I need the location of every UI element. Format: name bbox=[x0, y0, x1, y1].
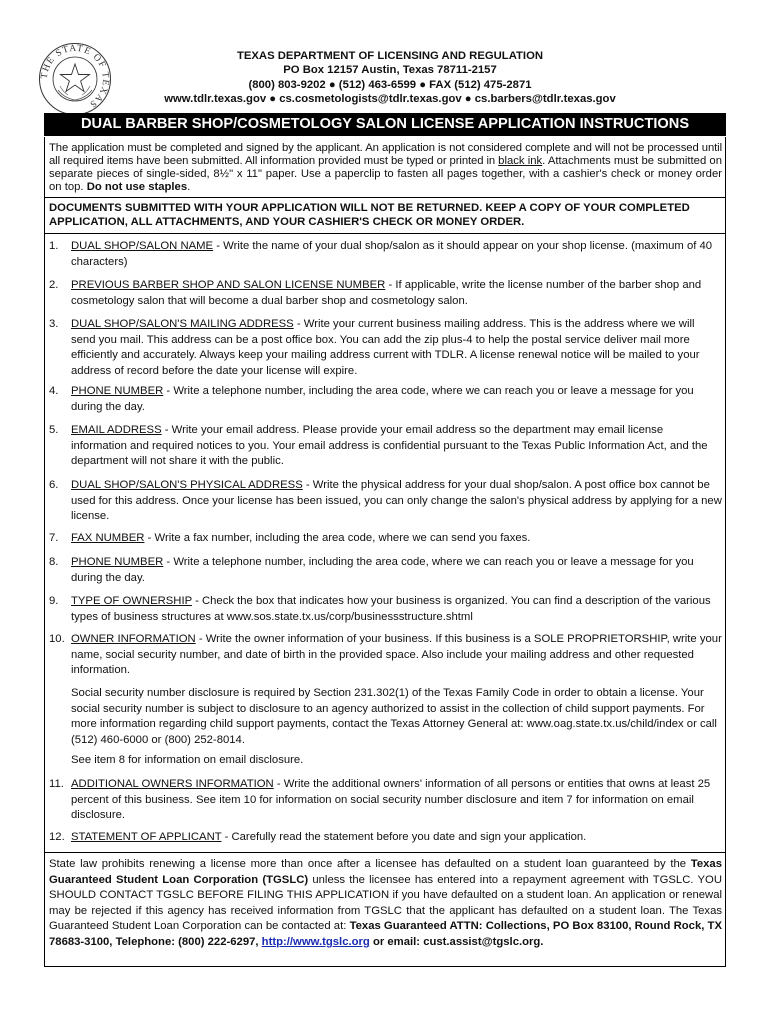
item-label: DUAL SHOP/SALON'S PHYSICAL ADDRESS bbox=[71, 479, 303, 491]
item-number: 5. bbox=[49, 424, 59, 436]
item-label: PHONE NUMBER bbox=[71, 385, 164, 397]
item-label: DUAL SHOP/SALON'S MAILING ADDRESS bbox=[71, 318, 294, 330]
agency-name: TEXAS DEPARTMENT OF LICENSING AND REGULATION bbox=[236, 50, 544, 62]
item-number: 6. bbox=[49, 479, 59, 491]
divider bbox=[44, 852, 726, 853]
tgslc-email: or email: cust.assist@tgslc.org. bbox=[369, 935, 544, 948]
seal-ring-text: THE STATE OF TEXAS bbox=[39, 43, 111, 110]
item-label: PHONE NUMBER bbox=[71, 556, 164, 568]
intro-text-a: The application must be completed and signed by the applicant. An application is not considered complete and will not be processed until all required items have been submitted. All information provided must be typed or printed in bbox=[49, 142, 722, 167]
list-item bbox=[49, 632, 722, 679]
list-item bbox=[49, 317, 722, 379]
list-item bbox=[49, 531, 722, 547]
item-text: - Write a telephone number, including the area code, where we can reach you or leave a message for you during the day. bbox=[71, 556, 694, 584]
item-text: - Write the physical address for your dual shop/salon. A post office box cannot be used for this address. Once your license has been issued, you can only change the salon's physical address by applying for a new license. bbox=[71, 479, 722, 523]
item-label: ADDITIONAL OWNERS INFORMATION bbox=[71, 778, 274, 790]
tgslc-link[interactable]: http://www.tgslc.org bbox=[261, 935, 370, 948]
item-text: - Carefully read the statement before you date and sign your application. bbox=[221, 831, 587, 843]
item-text: - Write the additional owners' information of all persons or entities that owns at least 25 percent of this business. See item 10 for information on social security number disclosure and item 7 for information on email disclosure. bbox=[71, 778, 711, 822]
intro-black-ink: black ink bbox=[498, 155, 543, 167]
list-item bbox=[49, 278, 722, 309]
divider bbox=[44, 233, 726, 234]
item-number: 3. bbox=[49, 318, 59, 330]
item-number: 9. bbox=[49, 595, 59, 607]
item-text: - Write a fax number, including the area code, where we can send you faxes. bbox=[144, 532, 531, 544]
list-item bbox=[49, 555, 722, 586]
agency-address: PO Box 12157 Austin, Texas 78711-2157 bbox=[283, 64, 497, 77]
item-label: PREVIOUS BARBER SHOP AND SALON LICENSE NUMBER bbox=[71, 279, 386, 291]
intro-paragraph bbox=[49, 142, 722, 194]
item-label: STATEMENT OF APPLICANT bbox=[71, 831, 222, 843]
list-item bbox=[49, 777, 722, 824]
item-label: DUAL SHOP/SALON NAME bbox=[71, 240, 214, 252]
list-item bbox=[49, 239, 722, 270]
agency-phones: (800) 803-9202 ● (512) 463-6599 ● FAX (512) 475-2871 bbox=[248, 78, 532, 91]
page-title: DUAL BARBER SHOP/COSMETOLOGY SALON LICENSE APPLICATION INSTRUCTIONS bbox=[44, 113, 726, 136]
item-number: 8. bbox=[49, 556, 59, 568]
closing-text-a: State law prohibits renewing a license more than once after a licensee has defaulted on a student loan guaranteed by the bbox=[49, 858, 691, 870]
list-item bbox=[49, 478, 722, 525]
intro-text-c: . bbox=[187, 181, 191, 193]
item-text: - Write the owner information of your business. If this business is a SOLE PROPRIETORSHIP, write your name, social security number, and date of birth in the provided space. Also include your mailing address and other requested information. bbox=[71, 633, 722, 677]
item-number: 12. bbox=[49, 831, 65, 843]
list-item bbox=[49, 423, 722, 470]
list-item bbox=[49, 384, 722, 415]
item-text: - Write the name of your dual shop/salon as it should appear on your shop license. (maximum of 40 characters) bbox=[71, 240, 713, 268]
intro-text-b: . Attachments must be submitted on separate pieces of single-sided, 8½" x 11" paper. Use a paperclip to fasten all pages together, with a cashier's check or money order on top. bbox=[49, 155, 722, 193]
item-number: 7. bbox=[49, 532, 59, 544]
item-label: EMAIL ADDRESS bbox=[71, 424, 162, 436]
item-number: 11. bbox=[49, 778, 64, 790]
tgslc-name: Texas Guaranteed Student Loan Corporation (TGSLC) bbox=[49, 858, 722, 886]
texas-state-seal-icon bbox=[38, 42, 112, 116]
divider bbox=[44, 197, 726, 198]
item-label: OWNER INFORMATION bbox=[71, 633, 196, 645]
item-number: 1. bbox=[49, 240, 59, 252]
closing-text-b: unless the licensee has entered into a repayment agreement with TGSLC. YOU SHOULD CONTACT TGSLC BEFORE FILING THIS APPLICATION if you have defaulted on a student loan. An application or renewal may be rejected if this agency has received information from TGSLC that the applicant has defaulted on a student loan. The Texas Guaranteed Student Loan Corporation can be contacted at: bbox=[49, 873, 722, 933]
item-number: 4. bbox=[49, 385, 59, 397]
item-text: - Write your current business mailing address. This is the address where we will send you mail. This address can be a post office box. You can add the zip plus-4 to help the postal service deliver mail more efficiently and accurately. Always keep your mailing address current with TDLR. A license renewal notice will be mailed to your address of record before the date your license will expire. bbox=[71, 318, 700, 377]
warning-notice: DOCUMENTS SUBMITTED WITH YOUR APPLICATION WILL NOT BE RETURNED. KEEP A COPY OF YOUR COMPLETED APPLICATION, ALL ATTACHMENTS, AND YOUR CASHIER'S CHECK OR MONEY ORDER. bbox=[49, 202, 690, 228]
item-text: - Check the box that indicates how your business is organized. You can find a description of the various types of business structures at www.sos.state.tx.us/corp/businessstructure.shtml bbox=[71, 595, 711, 623]
list-item bbox=[49, 830, 722, 846]
item-label: FAX NUMBER bbox=[71, 532, 145, 544]
item-label: TYPE OF OWNERSHIP bbox=[71, 595, 192, 607]
item-text: - Write a telephone number, including the area code, where we can reach you or leave a message for you during the day. bbox=[71, 385, 694, 413]
list-item bbox=[49, 594, 722, 625]
intro-staples: Do not use staples bbox=[86, 181, 188, 193]
tgslc-notice bbox=[49, 857, 722, 951]
tgslc-contact: Texas Guaranteed ATTN: Collections, PO Box 83100, Round Rock, TX 78683-3100, Telephone: (800) 222-6297, bbox=[49, 920, 722, 948]
item-text: - Write your email address. Please provide your email address so the department may email license information and required notices to you. Your email address is confidential pursuant to the Texas Public Information Act, and the department will not share it with the public. bbox=[71, 424, 708, 468]
ssn-disclosure-note: Social security number disclosure is required by Section 231.302(1) of the Texas Family Code in order to obtain a license. Your social security number is subject to disclosure to an agency authorized to assist in the collection of child support payments. For more information regarding child support payments, contact the Texas Attorney General at: www.oag.state.tx.us/child/index or call (512) 460-6000 or (800) 252-8014. bbox=[71, 687, 717, 746]
item-text: - If applicable, write the license number of the barber shop and cosmetology salon that will become a dual barber shop and cosmetology salon. bbox=[71, 279, 702, 307]
agency-web: www.tdlr.texas.gov ● cs.cosmetologists@tdlr.texas.gov ● cs.barbers@tdlr.texas.gov bbox=[164, 92, 616, 105]
email-disclosure-note: See item 8 for information on email disclosure. bbox=[71, 754, 304, 766]
item-number: 2. bbox=[49, 279, 59, 291]
item-number: 10. bbox=[49, 633, 65, 645]
agency-header bbox=[120, 49, 660, 106]
